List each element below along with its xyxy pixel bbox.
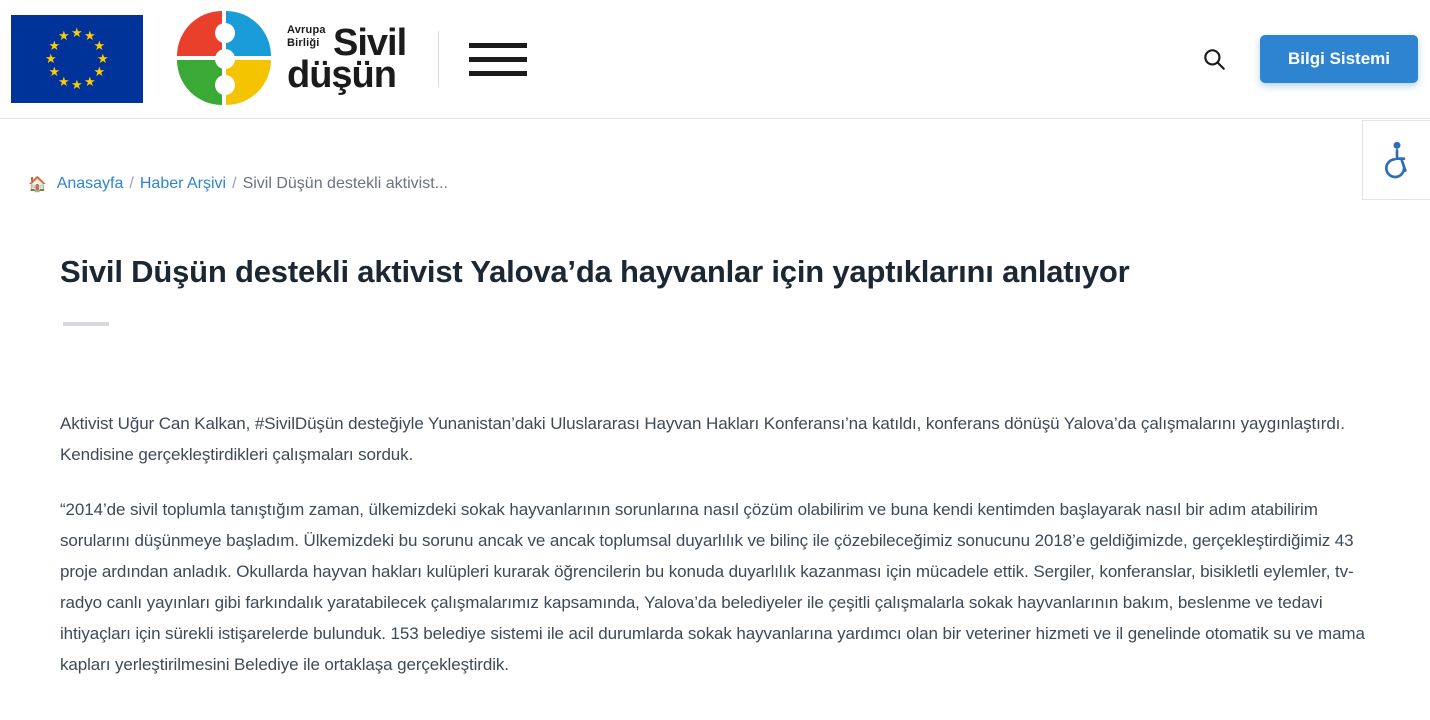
eu-star-icon: ★ bbox=[93, 38, 106, 53]
breadcrumb-separator-1: / bbox=[129, 175, 134, 192]
brand-subline-2: Birliği bbox=[287, 37, 320, 49]
site-logo[interactable] bbox=[177, 11, 406, 107]
accessibility-widget-button[interactable] bbox=[1362, 120, 1430, 200]
brand-word-2: düşün bbox=[287, 54, 396, 96]
eu-star-icon: ★ bbox=[58, 28, 70, 44]
brand-word-1: Sivil bbox=[333, 22, 407, 64]
eu-star-icon: ★ bbox=[84, 73, 96, 89]
article-paragraph-2: “2014’de sivil toplumla tanıştığım zaman, ülkemizdeki sokak hayvanlarının sorunlarına nasıl çözüm olabilirim ve buna kendi kentimden başlayarak nasıl bir adım atabilirim sorularını düşünmeye başladım. Ülkemizdeki bu sorunu ancak ve ancak toplumsal duyarlılık ve bilinç ile çözebileceğimiz sonucunu 2018’e geldiğimizde, gerçekleştirdiğimiz 43 proje ardından anladık. Okullarda hayvan hakları kulüpleri kurarak öğrencilerin bu konuda duyarlılık kazanması için mücadele ettik. Sergiler, konferanslar, bisikletli eylemler, tv-radyo canlı yayınları gibi farkındalık yaratabilecek çalışmalarımız kapsamında, Yalova’da belediyeler ile çeşitli çalışmalarla sokak hayvanlarının bakım, beslenme ve tedavi ihtiyaçları için sürekli istişarelerde bulunduk. 153 belediye sistemi ile acil durumlarda sokak hayvanlarına yardımcı olan bir veteriner hizmeti ve il genelinde otomatik su ve mama kapları yerleştirilmesini Belediye ile ortaklaşa gerçekleştirdik. bbox=[60, 499, 1365, 674]
eu-star-icon: ★ bbox=[93, 64, 106, 79]
breadcrumb-item-anasayfa[interactable]: Anasayfa bbox=[56, 175, 124, 192]
home-icon: 🏠 bbox=[28, 176, 47, 193]
eu-star-icon: ★ bbox=[48, 38, 61, 53]
eu-star-icon: ★ bbox=[48, 64, 61, 79]
eu-star-icon: ★ bbox=[45, 51, 57, 66]
site-header bbox=[0, 0, 1430, 119]
search-icon[interactable] bbox=[1192, 37, 1236, 81]
breadcrumb-item-current: Sivil Düşün destekli aktivist... bbox=[242, 175, 448, 192]
breadcrumb-separator-2: / bbox=[232, 175, 237, 192]
eu-star-icon: ★ bbox=[71, 25, 83, 40]
article-paragraph-1: Aktivist Uğur Can Kalkan, #SivilDüşün desteğiyle Yunanistan’daki Uluslararası Hayvan Hakları Konferansı’na katıldı, konferans dönüşü Yalova’da çalışmalarını yaygınlaştırdı. Kendisine gerçekleştirdikleri çalışmaları sorduk. bbox=[60, 413, 1345, 464]
breadcrumb-item-haber-arsivi[interactable]: Haber Arşivi bbox=[139, 175, 227, 192]
article bbox=[0, 253, 1430, 680]
bilgi-sistemi-button[interactable]: Bilgi Sistemi bbox=[1260, 35, 1418, 83]
breadcrumb bbox=[0, 119, 1430, 193]
eu-star-icon: ★ bbox=[58, 73, 70, 89]
eu-star-icon: ★ bbox=[97, 51, 109, 66]
title-underline bbox=[63, 322, 109, 326]
header-divider bbox=[438, 31, 439, 87]
page-title: Sivil Düşün destekli aktivist Yalova’da hayvanlar için yaptıklarını anlatıyor bbox=[60, 254, 1130, 289]
eu-star-icon: ★ bbox=[84, 28, 96, 44]
puzzle-logo-icon bbox=[177, 11, 273, 107]
eu-star-icon: ★ bbox=[71, 77, 83, 92]
wheelchair-accessibility-icon bbox=[1377, 138, 1417, 182]
european-union-flag-icon bbox=[11, 15, 143, 103]
hamburger-menu-icon[interactable] bbox=[469, 34, 527, 85]
brand-subline-1: Avrupa bbox=[287, 24, 326, 36]
